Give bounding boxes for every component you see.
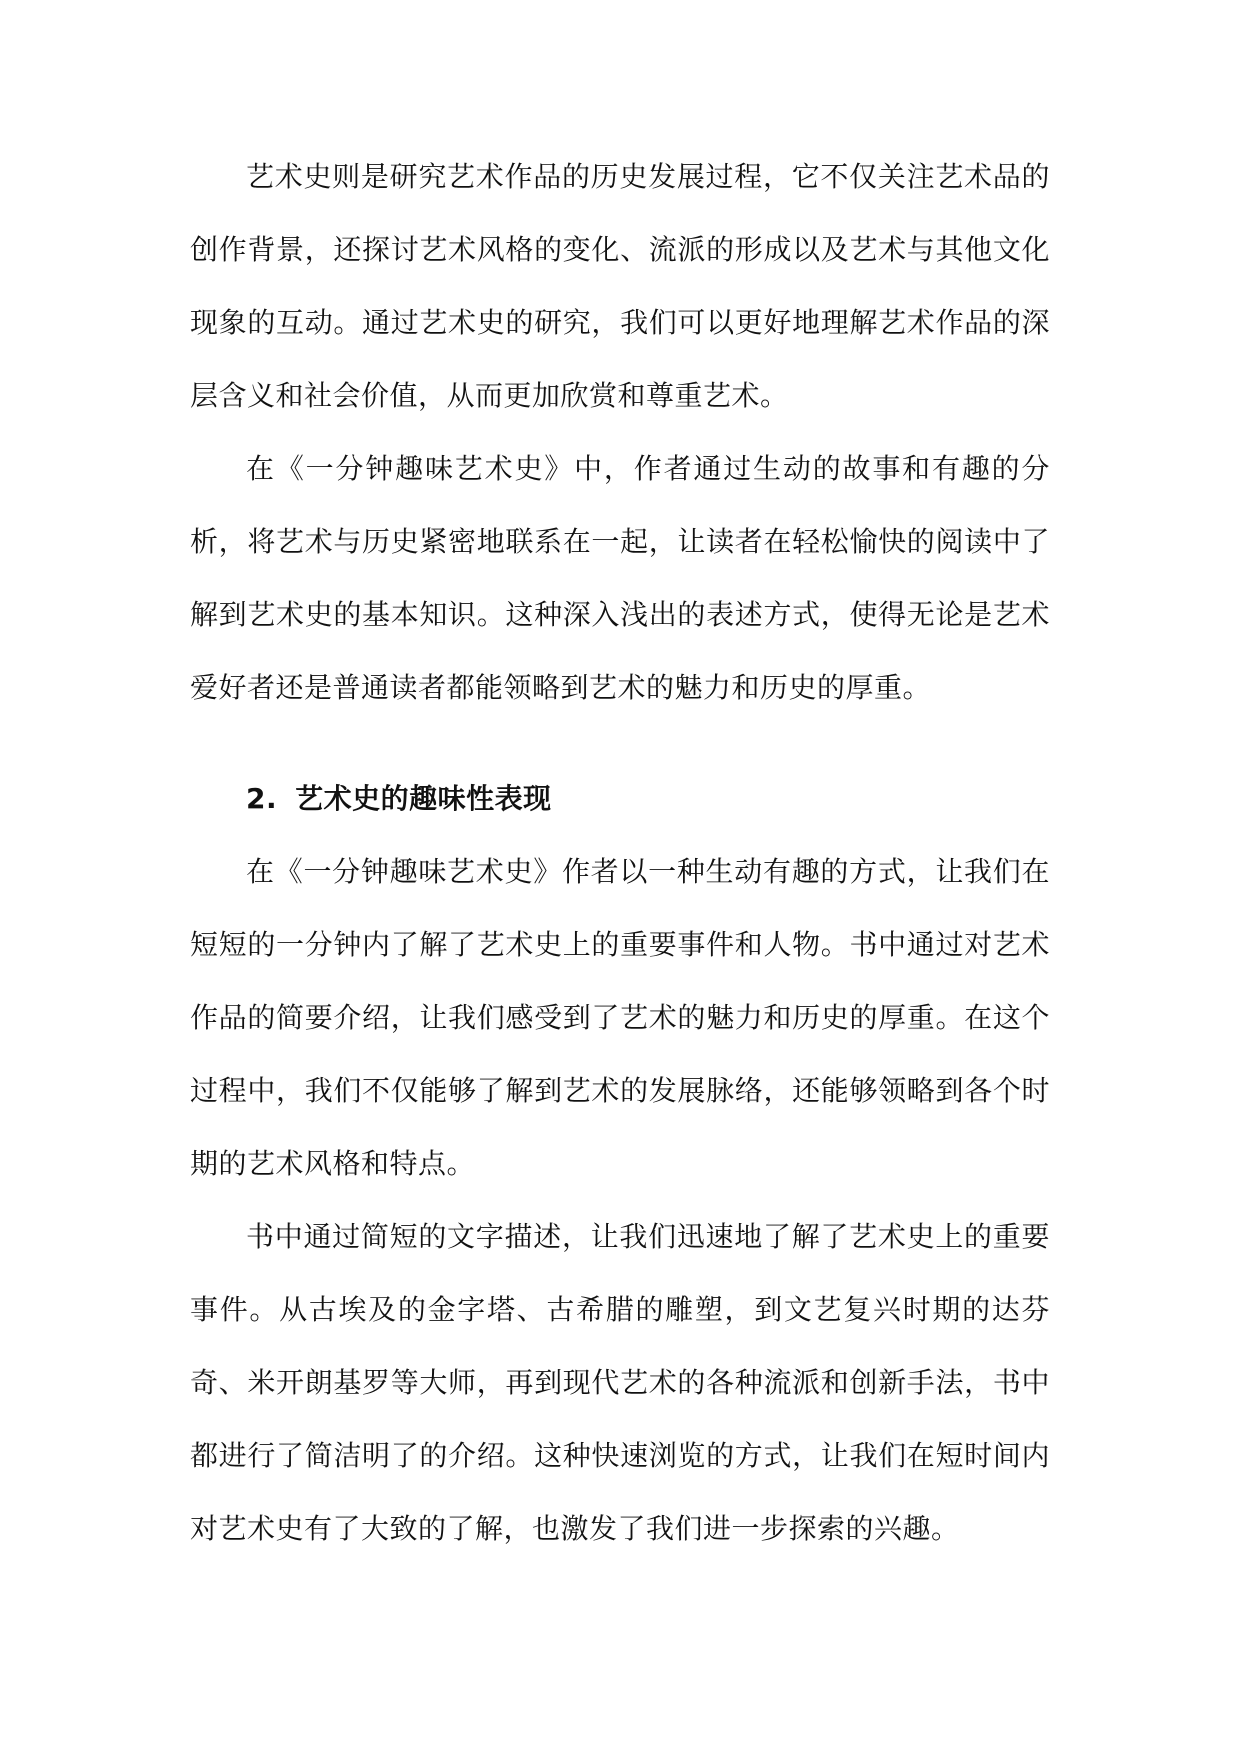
section-number: 2. <box>246 782 278 815</box>
document-body <box>190 140 1050 1565</box>
paragraph-book-introduction: 在《一分钟趣味艺术史》中，作者通过生动的故事和有趣的分析，将艺术与历史紧密地联系在一起，让读者在轻松愉快的阅读中了解到艺术史的基本知识。这种深入浅出的表述方式，使得无论是艺术爱好者还是普通读者都能领略到艺术的魅力和历史的厚重。 <box>190 452 1050 704</box>
paragraph-interesting-presentation: 在《一分钟趣味艺术史》作者以一种生动有趣的方式，让我们在短短的一分钟内了解了艺术史上的重要事件和人物。书中通过对艺术作品的简要介绍，让我们感受到了艺术的魅力和历史的厚重。在这个过程中，我们不仅能够了解到艺术的发展脉络，还能够领略到各个时期的艺术风格和特点。 <box>190 855 1050 1180</box>
section-title: 艺术史的趣味性表现 <box>295 782 552 815</box>
paragraph-brief-descriptions: 书中通过简短的文字描述，让我们迅速地了解了艺术史上的重要事件。从古埃及的金字塔、古希腊的雕塑，到文艺复兴时期的达芬奇、米开朗基罗等大师，再到现代艺术的各种流派和创新手法，书中都进行了简洁明了的介绍。这种快速浏览的方式，让我们在短时间内对艺术史有了大致的了解，也激发了我们进一步探索的兴趣。 <box>190 1220 1050 1545</box>
section-heading <box>190 762 1050 835</box>
paragraph-art-history-definition: 艺术史则是研究艺术作品的历史发展过程，它不仅关注艺术品的创作背景，还探讨艺术风格的变化、流派的形成以及艺术与其他文化现象的互动。通过艺术史的研究，我们可以更好地理解艺术作品的深层含义和社会价值，从而更加欣赏和尊重艺术。 <box>190 160 1050 412</box>
